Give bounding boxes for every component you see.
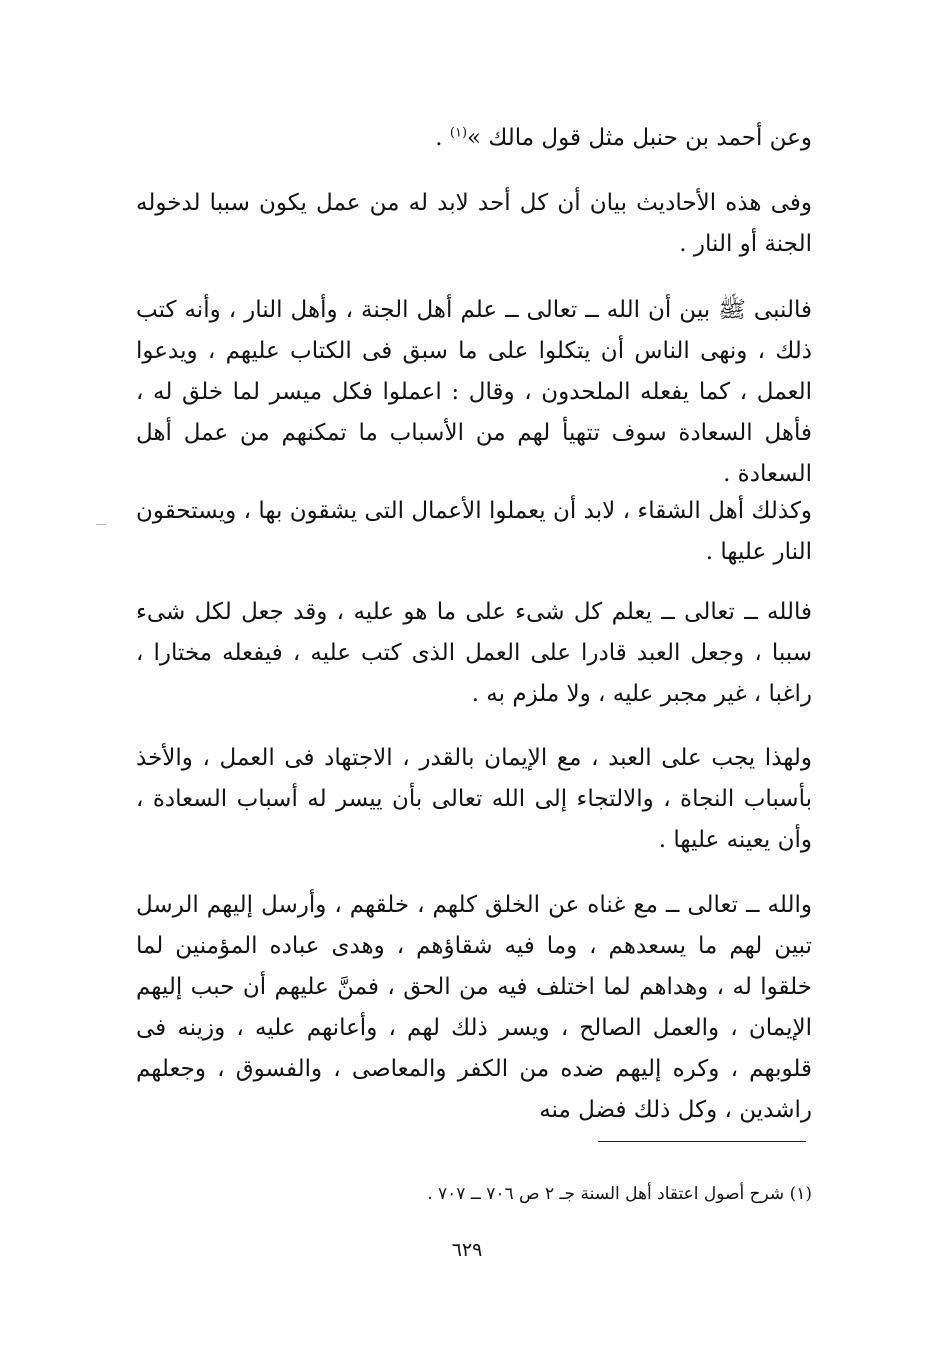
paragraph-5: فالله ــ تعالى ــ يعلم كل شىء على ما هو عليه ، وقد جعل لكل شىء سببا ، وجعل العبد قادرا على العمل الذى كتب عليه ، فيفعله مختارا ، راغبا ، غير مجبر عليه ، ولا ملزم به . bbox=[136, 599, 812, 707]
footnote: (١) شرح أصول اعتقاد أهل السنة جـ ٢ ص ٧٠٦ ــ ٧٠٧ . bbox=[427, 1184, 812, 1204]
margin-mark bbox=[96, 524, 106, 525]
paragraph-1 bbox=[136, 118, 812, 159]
paragraph-2: وفى هذه الأحاديث بيان أن كل أحد لابد له من عمل يكون سببا لدخوله الجنة أو النار . bbox=[136, 190, 812, 257]
paragraph-1-text: وعن أحمد بن حنبل مثل قول مالك » bbox=[467, 125, 812, 151]
footnote-divider bbox=[598, 1141, 806, 1142]
paragraph-4: وكذلك أهل الشقاء ، لابد أن يعملوا الأعمال التى يشقون بها ، ويستحقون النار عليها . bbox=[136, 498, 812, 565]
paragraph-7: والله ــ تعالى ــ مع غناه عن الخلق كلهم ، خلقهم ، وأرسل إليهم الرسل تبين لهم ما يسعدهم ، وما فيه شقاؤهم ، وهدى عباده المؤمنين لما خلقوا له ، وهداهم لما اختلف فيه من الحق ، فمنَّ عليهم أن حبب إليهم الإيمان ، والعمل الصالح ، ويسر ذلك لهم ، وأعانهم عليه ، وزينه فى قلوبهم ، وكره إليهم ضده من الكفر والمعاصى ، والفسوق ، وجعلهم راشدين ، وكل ذلك فضل منه bbox=[136, 892, 812, 1123]
footnote-reference: (١) bbox=[449, 125, 468, 141]
paragraph-3: فالنبى ﷺ بين أن الله ــ تعالى ــ علم أهل الجنة ، وأهل النار ، وأنه كتب ذلك ، ونهى الناس أن يتكلوا على ما سبق فى الكتاب عليهم ، ويدعوا العمل ، كما يفعله الملحدون ، وقال : اعملوا فكل ميسر لما خلق له ، فأهل السعادة سوف تتهيأ لهم من الأسباب ما تمكنهم من عمل أهل السعادة . bbox=[136, 297, 812, 487]
paragraph-1-suffix: . bbox=[435, 125, 450, 151]
page-number: ٦٢٩ bbox=[451, 1239, 483, 1261]
paragraph-6: ولهذا يجب على العبد ، مع الإيمان بالقدر ، الاجتهاد فى العمل ، والأخذ بأسباب النجاة ، والالتجاء إلى الله تعالى بأن ييسر له أسباب السعادة ، وأن يعينه عليها . bbox=[136, 745, 812, 853]
